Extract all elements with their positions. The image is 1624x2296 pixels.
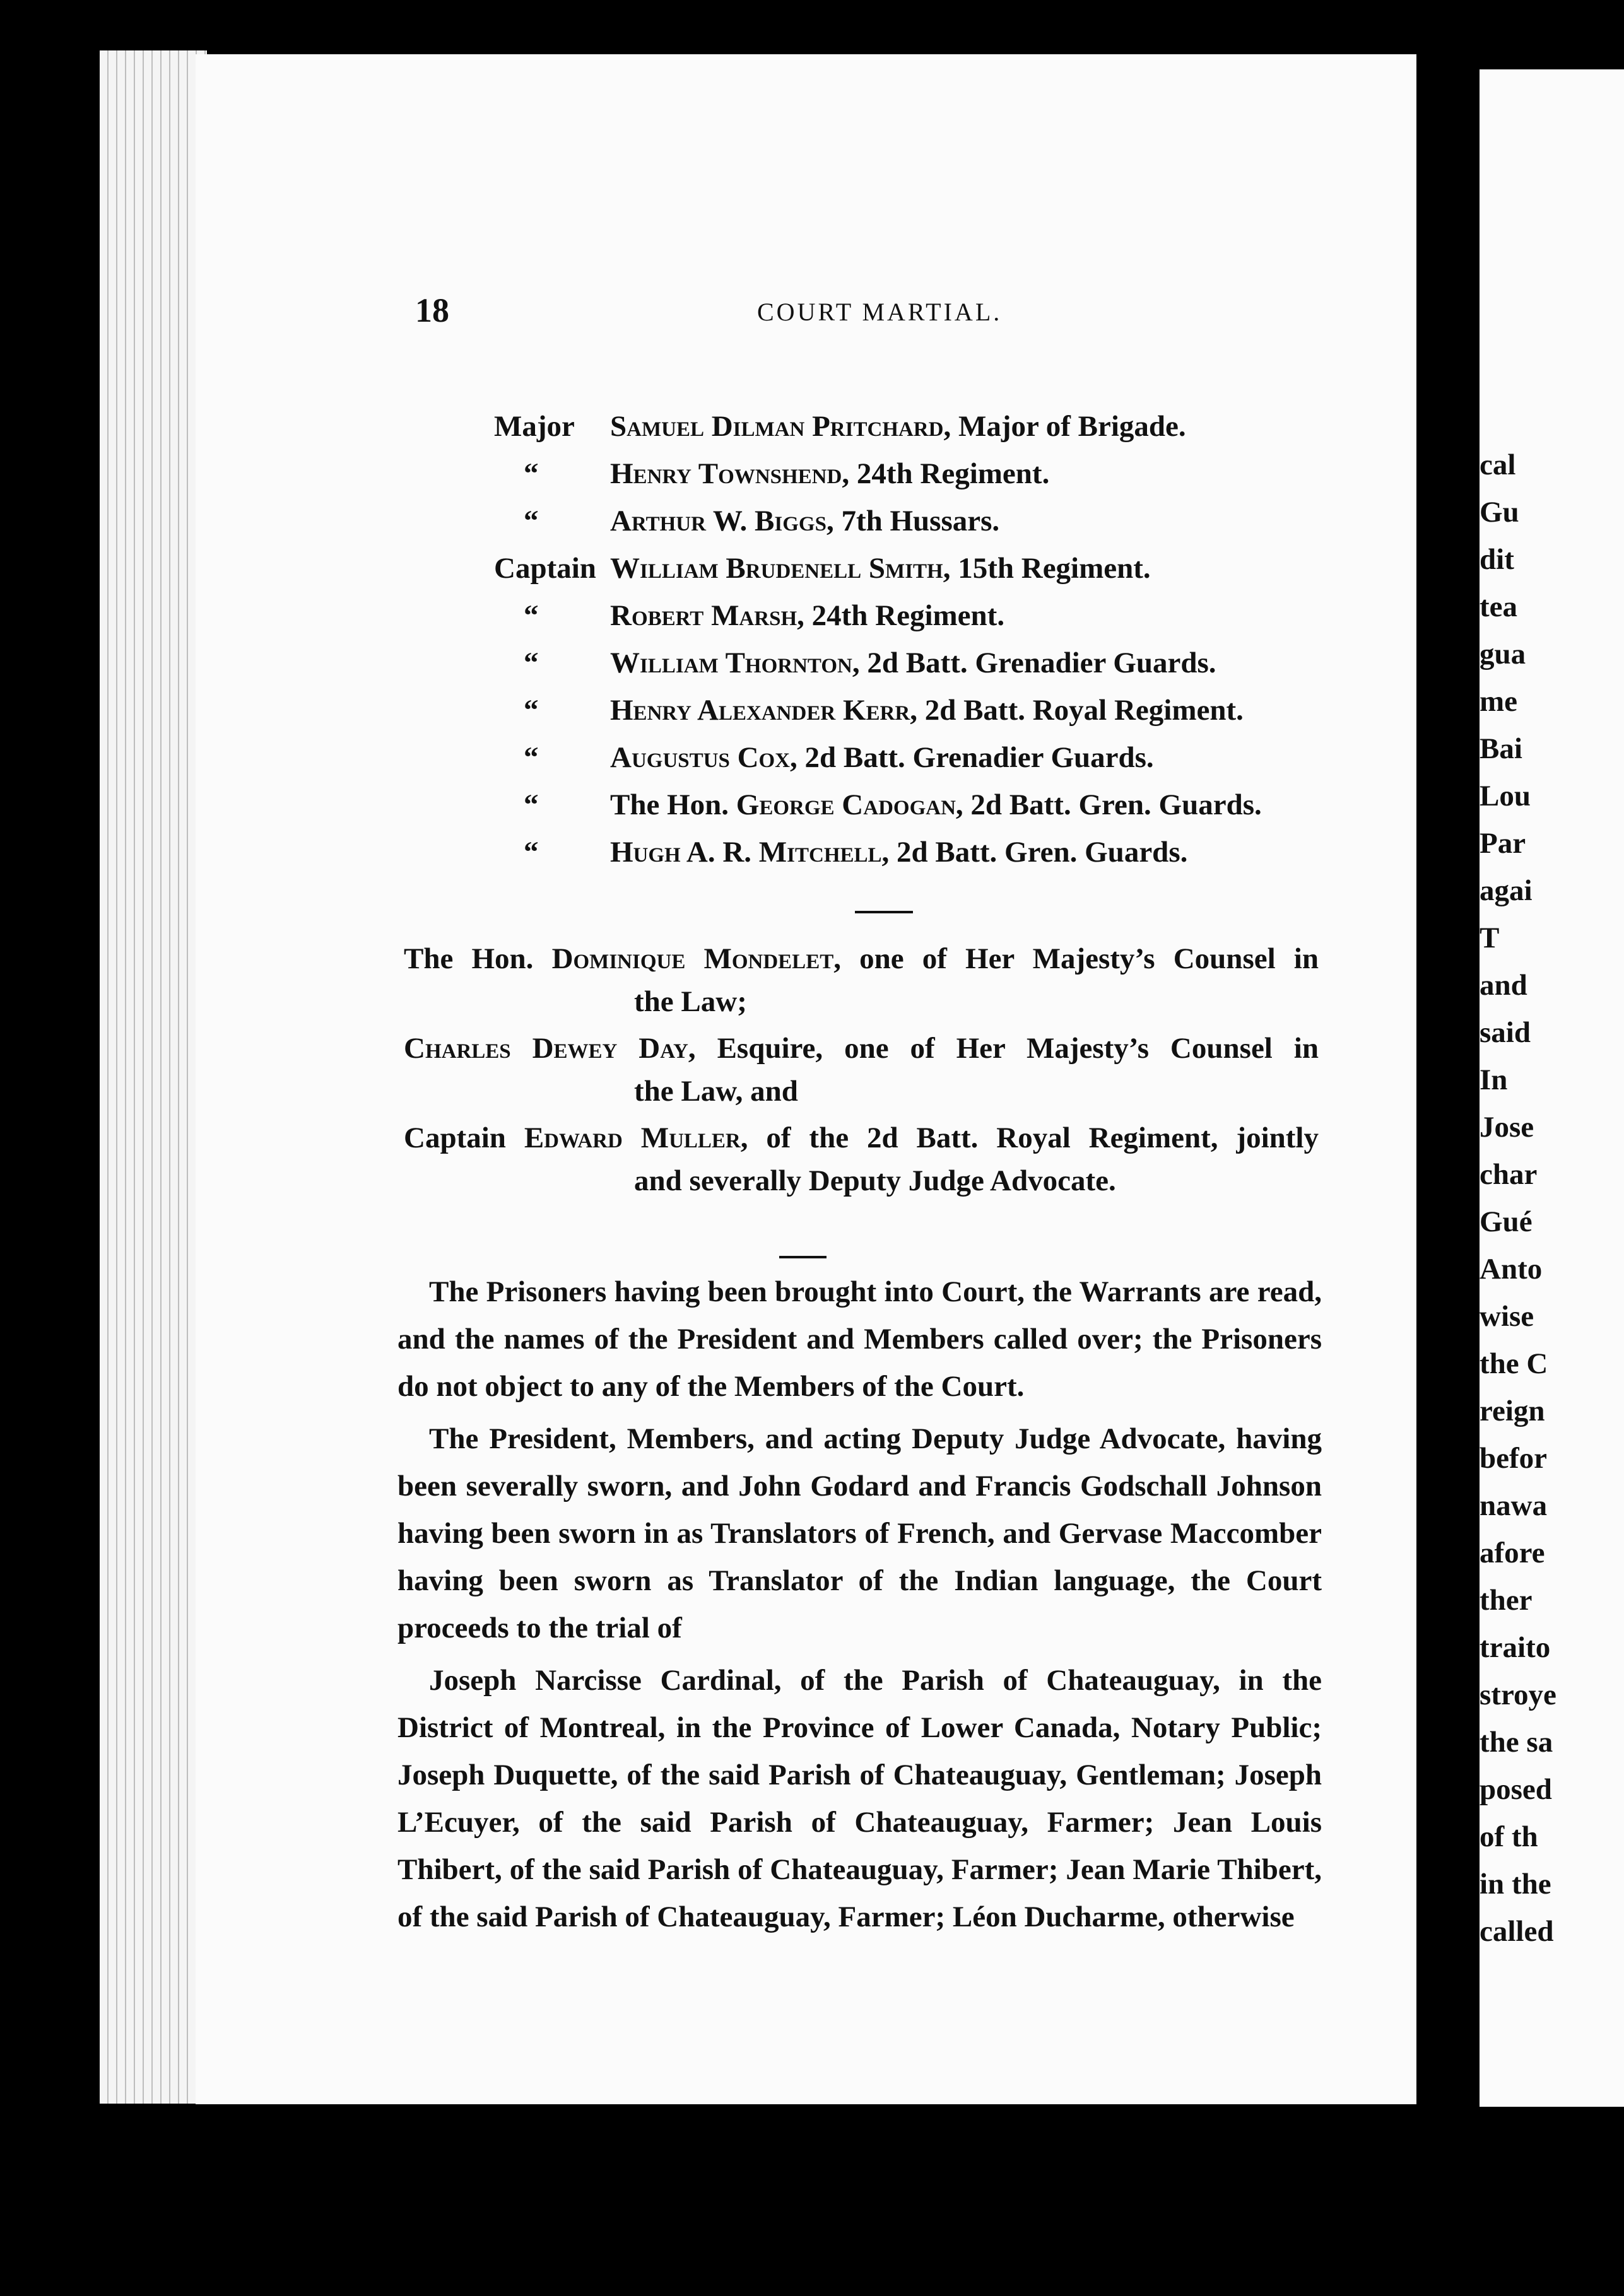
member-row [196,693,1416,741]
page-number: 18 [415,291,449,329]
member-entry [610,693,1244,727]
member-name: Arthur W. Biggs [610,505,827,537]
paragraph: The President, Members, and acting Deputy Judge Advocate, having been severally sworn, and John Godard and Francis Godschall Johnson having been sworn in as Translators of French, and Gervase Maccomber having been sworn as Translator of the Indian language, the Court proceeds to the trial of [397,1422,1322,1644]
member-entry [610,409,1186,443]
right-line: afore [1480,1537,1545,1569]
right-line: Gu [1480,496,1519,529]
member-entry [610,741,1154,775]
paragraph: Joseph Narcisse Cardinal, of the Parish of Chateauguay, in the District of Montreal, in the Province of Lower Canada, Notary Public; Joseph Duquette, of the said Parish of Chateauguay, Gentleman; Joseph L’Ecuyer, of the said Parish of Chateauguay, Farmer; Jean Louis Thibert, of the said Parish of Chateauguay, Farmer; Jean Marie Thibert, of the said Parish of Chateauguay, Farmer; Léon Ducharme, otherwise [397,1664,1322,1933]
counsel-entry [404,1116,1319,1202]
right-line: reign [1480,1395,1545,1427]
counsel-entry [404,937,1319,1023]
member-detail: , 7th Hussars. [826,505,1000,537]
member-row [196,409,1416,457]
member-detail: , Major of Brigade. [943,410,1186,443]
member-detail: , 2d Batt. Gren. Guards. [955,788,1262,821]
member-rank: “ [524,741,539,774]
counsel-first-line [404,937,1319,980]
right-page-fragment [1480,69,1624,2107]
member-rank: Captain [494,552,596,585]
counsel-name: Charles Dewey Day [404,1032,688,1065]
member-detail: , 2d Batt. Gren. Guards. [881,836,1188,869]
counsel-continuation: the Law; [634,985,747,1018]
right-line: gua [1480,638,1526,671]
counsel-continuation: and severally Deputy Judge Advocate. [634,1164,1116,1197]
counsel-prefix: The Hon. [404,942,552,975]
right-line: the C [1480,1347,1548,1380]
right-line: Anto [1480,1253,1543,1286]
member-rank: “ [524,599,539,632]
right-line: nawa [1480,1489,1548,1522]
member-row [196,835,1416,882]
member-name: Augustus Cox [610,741,791,774]
right-line: agai [1480,874,1533,907]
right-line: Par [1480,827,1526,860]
right-line: and [1480,969,1527,1002]
member-detail: , 15th Regiment. [943,552,1151,585]
right-line: in the [1480,1868,1551,1901]
member-row [196,504,1416,551]
member-entry [610,504,999,538]
right-line: cal [1480,448,1516,481]
right-line: stroye [1480,1678,1556,1711]
member-row [196,788,1416,835]
right-line: tea [1480,590,1518,623]
counsel-name: Edward Muller [524,1122,741,1154]
member-detail: , 2d Batt. Royal Regiment. [910,694,1244,727]
right-line: of th [1480,1820,1538,1853]
right-line: called [1480,1915,1554,1948]
member-row [196,551,1416,599]
member-name: William Brudenell Smith [610,552,943,585]
member-name: George Cadogan [736,788,956,821]
proceedings-text [397,1268,1322,1941]
counsel-first-line [404,1027,1319,1070]
right-line: befor [1480,1442,1548,1475]
section-divider [779,1256,827,1258]
right-line: Jose [1480,1111,1534,1144]
member-detail: , 2d Batt. Grenadier Guards. [790,741,1154,774]
member-name: Robert Marsh [610,599,797,632]
member-row [196,741,1416,788]
member-entry [610,646,1216,680]
member-name: Henry Townshend [610,457,842,490]
paragraph: The Prisoners having been brought into Court, the Warrants are read, and the names of the President and Members called over; the Prisoners do not object to any of the Members of the Court. [397,1275,1322,1403]
counsel-name: Dominique Mondelet [551,942,834,975]
member-name: Henry Alexander Kerr [610,694,910,727]
right-line: traito [1480,1631,1551,1664]
right-line: T [1480,922,1500,954]
member-row [196,457,1416,504]
counsel-list [404,937,1319,1202]
member-prefix: The Hon. [610,788,736,821]
member-entry [610,835,1187,869]
member-detail: , 2d Batt. Grenadier Guards. [852,647,1216,679]
counsel-role: , of the 2d Batt. Royal Regiment, jointly [740,1122,1319,1154]
member-rank: “ [524,457,539,490]
member-rank: “ [524,505,539,537]
section-divider [855,911,913,913]
right-line: said [1480,1016,1531,1049]
member-entry [610,457,1049,491]
page-edges [100,50,207,2104]
counsel-continuation: the Law, and [634,1075,798,1108]
counsel-entry [404,1027,1319,1113]
page-header [196,291,1416,341]
right-line: me [1480,685,1518,718]
right-line: the sa [1480,1726,1553,1759]
right-line: ther [1480,1584,1533,1617]
right-line: Gué [1480,1205,1533,1238]
running-head: COURT MARTIAL. [757,298,1003,326]
counsel-role: , Esquire, one of Her Majesty’s Counsel in [688,1032,1319,1065]
member-entry [610,551,1151,585]
member-name: Hugh A. R. Mitchell [610,836,882,869]
member-rank: Major [494,410,575,443]
right-line: Bai [1480,732,1522,765]
right-line: Lou [1480,780,1531,812]
left-page [196,54,1416,2104]
court-members-list [196,409,1416,882]
right-line: In [1480,1063,1508,1096]
right-page-lines [1480,442,1556,1955]
member-row [196,646,1416,693]
right-line: char [1480,1158,1538,1191]
counsel-prefix: Captain [404,1122,524,1154]
member-row [196,599,1416,646]
member-rank: “ [524,836,539,869]
member-rank: “ [524,647,539,679]
member-detail: , 24th Regiment. [797,599,1005,632]
right-line: posed [1480,1773,1552,1806]
counsel-role: , one of Her Majesty’s Counsel in [833,942,1319,975]
member-entry [610,599,1004,633]
member-entry [610,788,1262,822]
member-name: William Thornton [610,647,852,679]
member-rank: “ [524,788,539,821]
counsel-first-line [404,1116,1319,1159]
right-line: wise [1480,1300,1534,1333]
member-name: Samuel Dilman Pritchard [610,410,944,443]
member-detail: , 24th Regiment. [842,457,1050,490]
right-line: dit [1480,543,1514,576]
member-rank: “ [524,694,539,727]
